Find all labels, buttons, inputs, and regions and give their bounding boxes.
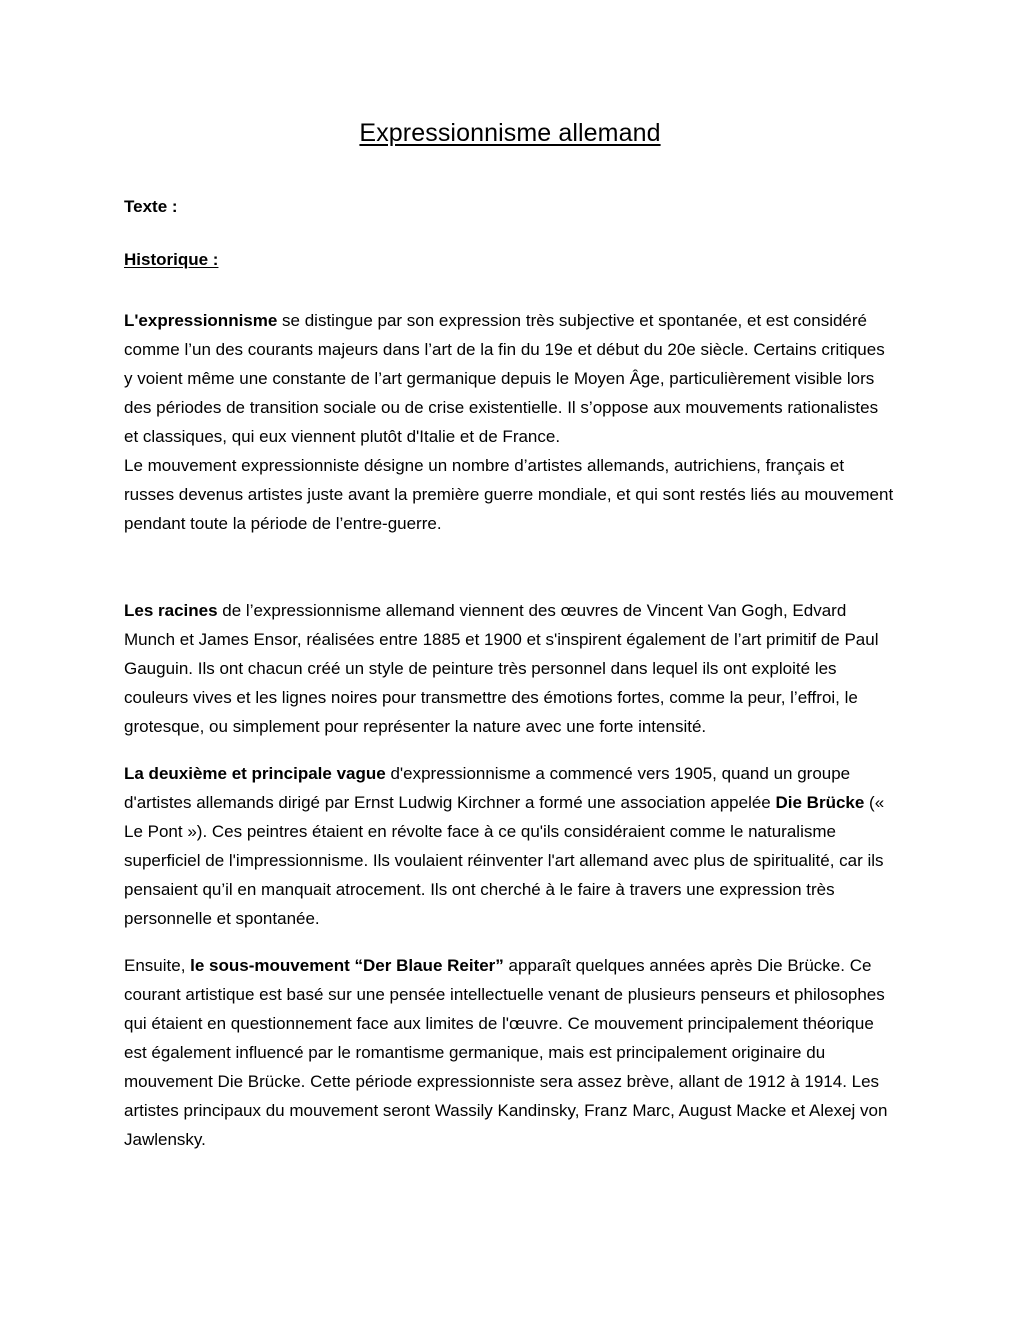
section-label-texte-text: Texte : (124, 197, 178, 216)
body-text: (« Le Pont »). Ces peintres étaient en révolte face à ce qu'ils considéraient comme le naturalisme superficiel de l'impressionnisme. Ils voulaient réinventer l'art allemand avec plus de spiritualité, car ils pensaient qu’il en manquait atrocement. Ils ont cherché à le faire à travers une expression très personnelle et spontanée. (124, 793, 885, 928)
section-label-historique (124, 221, 896, 274)
spacer (124, 741, 896, 759)
body-text: d'expressionnisme a commencé vers 1905, quand un groupe d'artistes allemands dirigé par Ernst Ludwig Kirchner a formé une association appelée (124, 764, 851, 812)
body-text: se distingue par son expression très subjective et spontanée, et est considéré comme l’un des courants majeurs dans l’art de la fin du 19e et début du 20e siècle. Certains critiques y voient même une constante de l’art germanique depuis le Moyen Âge, particulièrement visible lors des périodes de transition sociale ou de crise existentielle. Il s’oppose aux mouvements rationalistes et classiques, qui eux viennent plutôt d'Italie et de France. (124, 311, 885, 446)
section-label-historique-text: Historique : (124, 250, 219, 269)
body-text: Ensuite, (124, 956, 191, 975)
body-text: Le mouvement expressionniste désigne un nombre d’artistes allemands, autrichiens, français et russes devenus artistes juste avant la première guerre mondiale, et qui sont restés liés au mouvement pendant toute la période de l’entre-guerre. (124, 456, 894, 533)
paragraph-der-blaue-reiter (124, 951, 896, 1154)
paragraph-les-racines (124, 596, 896, 741)
body-text: de l’expressionnisme allemand viennent des œuvres de Vincent Van Gogh, Edvard Munch et James Ensor, réalisées entre 1885 et 1900 et s'inspirent également de l’art primitif de Paul Gauguin. Ils ont chacun créé un style de peinture très personnel dans lequel ils ont exploité les couleurs vives et les lignes noires pour transmettre des émotions fortes, comme la peur, l’effroi, le grotesque, ou simplement pour représenter la nature avec une forte intensité. (124, 601, 879, 736)
emphasis-text: le sous-mouvement “Der Blaue Reiter” (190, 956, 504, 975)
spacer (124, 538, 896, 596)
emphasis-text: L'expressionnisme (124, 311, 278, 330)
emphasis-text: La deuxième et principale vague (124, 764, 386, 783)
paragraph-historique-intro (124, 306, 896, 538)
body-text: apparaît quelques années après Die Brücke. Ce courant artistique est basé sur une pensée intellectuelle venant de plusieurs penseurs et philosophes qui étaient en questionnement face aux limites de l'œuvre. Ce mouvement principalement théorique est également influencé par le romantisme germanique, mais est principalement originaire du mouvement Die Brücke. Cette période expressionniste sera assez brève, allant de 1912 à 1914. Les artistes principaux du mouvement seront Wassily Kandinsky, Franz Marc, August Macke et Alexej von Jawlensky. (124, 956, 888, 1149)
paragraph-deuxieme-vague (124, 759, 896, 933)
emphasis-text: Die Brücke (775, 793, 865, 812)
page-title (124, 0, 896, 148)
spacer (124, 933, 896, 951)
spacer (124, 274, 896, 306)
section-label-texte (124, 148, 896, 221)
emphasis-text: Les racines (124, 601, 218, 620)
page-title-text: Expressionnisme allemand (359, 119, 661, 147)
